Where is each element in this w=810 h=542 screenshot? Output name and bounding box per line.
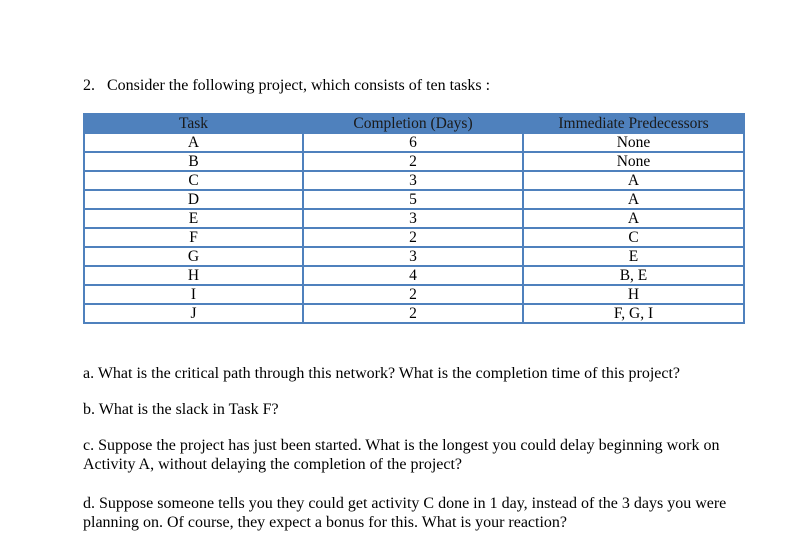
question-title [83,76,490,96]
table-row [84,133,744,152]
task-cell: H [84,266,303,285]
table-header-row [84,114,744,133]
table-row [84,266,744,285]
days-cell: 3 [303,171,523,190]
predecessors-cell: None [523,152,744,171]
task-cell: A [84,133,303,152]
predecessors-cell: C [523,228,744,247]
task-cell: I [84,285,303,304]
task-cell: D [84,190,303,209]
predecessors-cell: B, E [523,266,744,285]
task-cell: G [84,247,303,266]
task-cell: F [84,228,303,247]
question-number: 2. [83,77,95,94]
predecessors-cell: F, G, I [523,304,744,323]
days-cell: 3 [303,209,523,228]
table-row [84,152,744,171]
days-cell: 3 [303,247,523,266]
table-row [84,228,744,247]
task-cell: J [84,304,303,323]
subquestion-c: c. Suppose the project has just been started. What is the longest you could delay beginning work on Activity A, without delaying the completion of the project? [83,437,720,473]
subquestion-a: a. What is the critical path through this network? What is the completion time of this project? [83,365,681,382]
days-cell: 6 [303,133,523,152]
header-task: Task [84,114,303,133]
table-row [84,190,744,209]
task-cell: E [84,209,303,228]
days-cell: 2 [303,228,523,247]
days-cell: 5 [303,190,523,209]
subquestion-d: d. Suppose someone tells you they could get activity C done in 1 day, instead of the 3 days you were planning on. Of course, they expect a bonus for this. What is your reaction? [83,495,727,531]
predecessors-cell: A [523,171,744,190]
days-cell: 2 [303,285,523,304]
task-cell: C [84,171,303,190]
predecessors-cell: H [523,285,744,304]
subquestion-b: b. What is the slack in Task F? [83,401,279,418]
project-task-table [83,113,745,324]
predecessors-cell: A [523,190,744,209]
days-cell: 2 [303,152,523,171]
table-row [84,285,744,304]
predecessors-cell: A [523,209,744,228]
predecessors-cell: E [523,247,744,266]
days-cell: 4 [303,266,523,285]
predecessors-cell: None [523,133,744,152]
days-cell: 2 [303,304,523,323]
header-completion-days: Completion (Days) [303,114,523,133]
table-row [84,209,744,228]
table-row [84,247,744,266]
header-immediate-predecessors: Immediate Predecessors [523,114,744,133]
table-row [84,171,744,190]
table-row [84,304,744,323]
question-text: Consider the following project, which consists of ten tasks : [107,77,491,94]
task-cell: B [84,152,303,171]
